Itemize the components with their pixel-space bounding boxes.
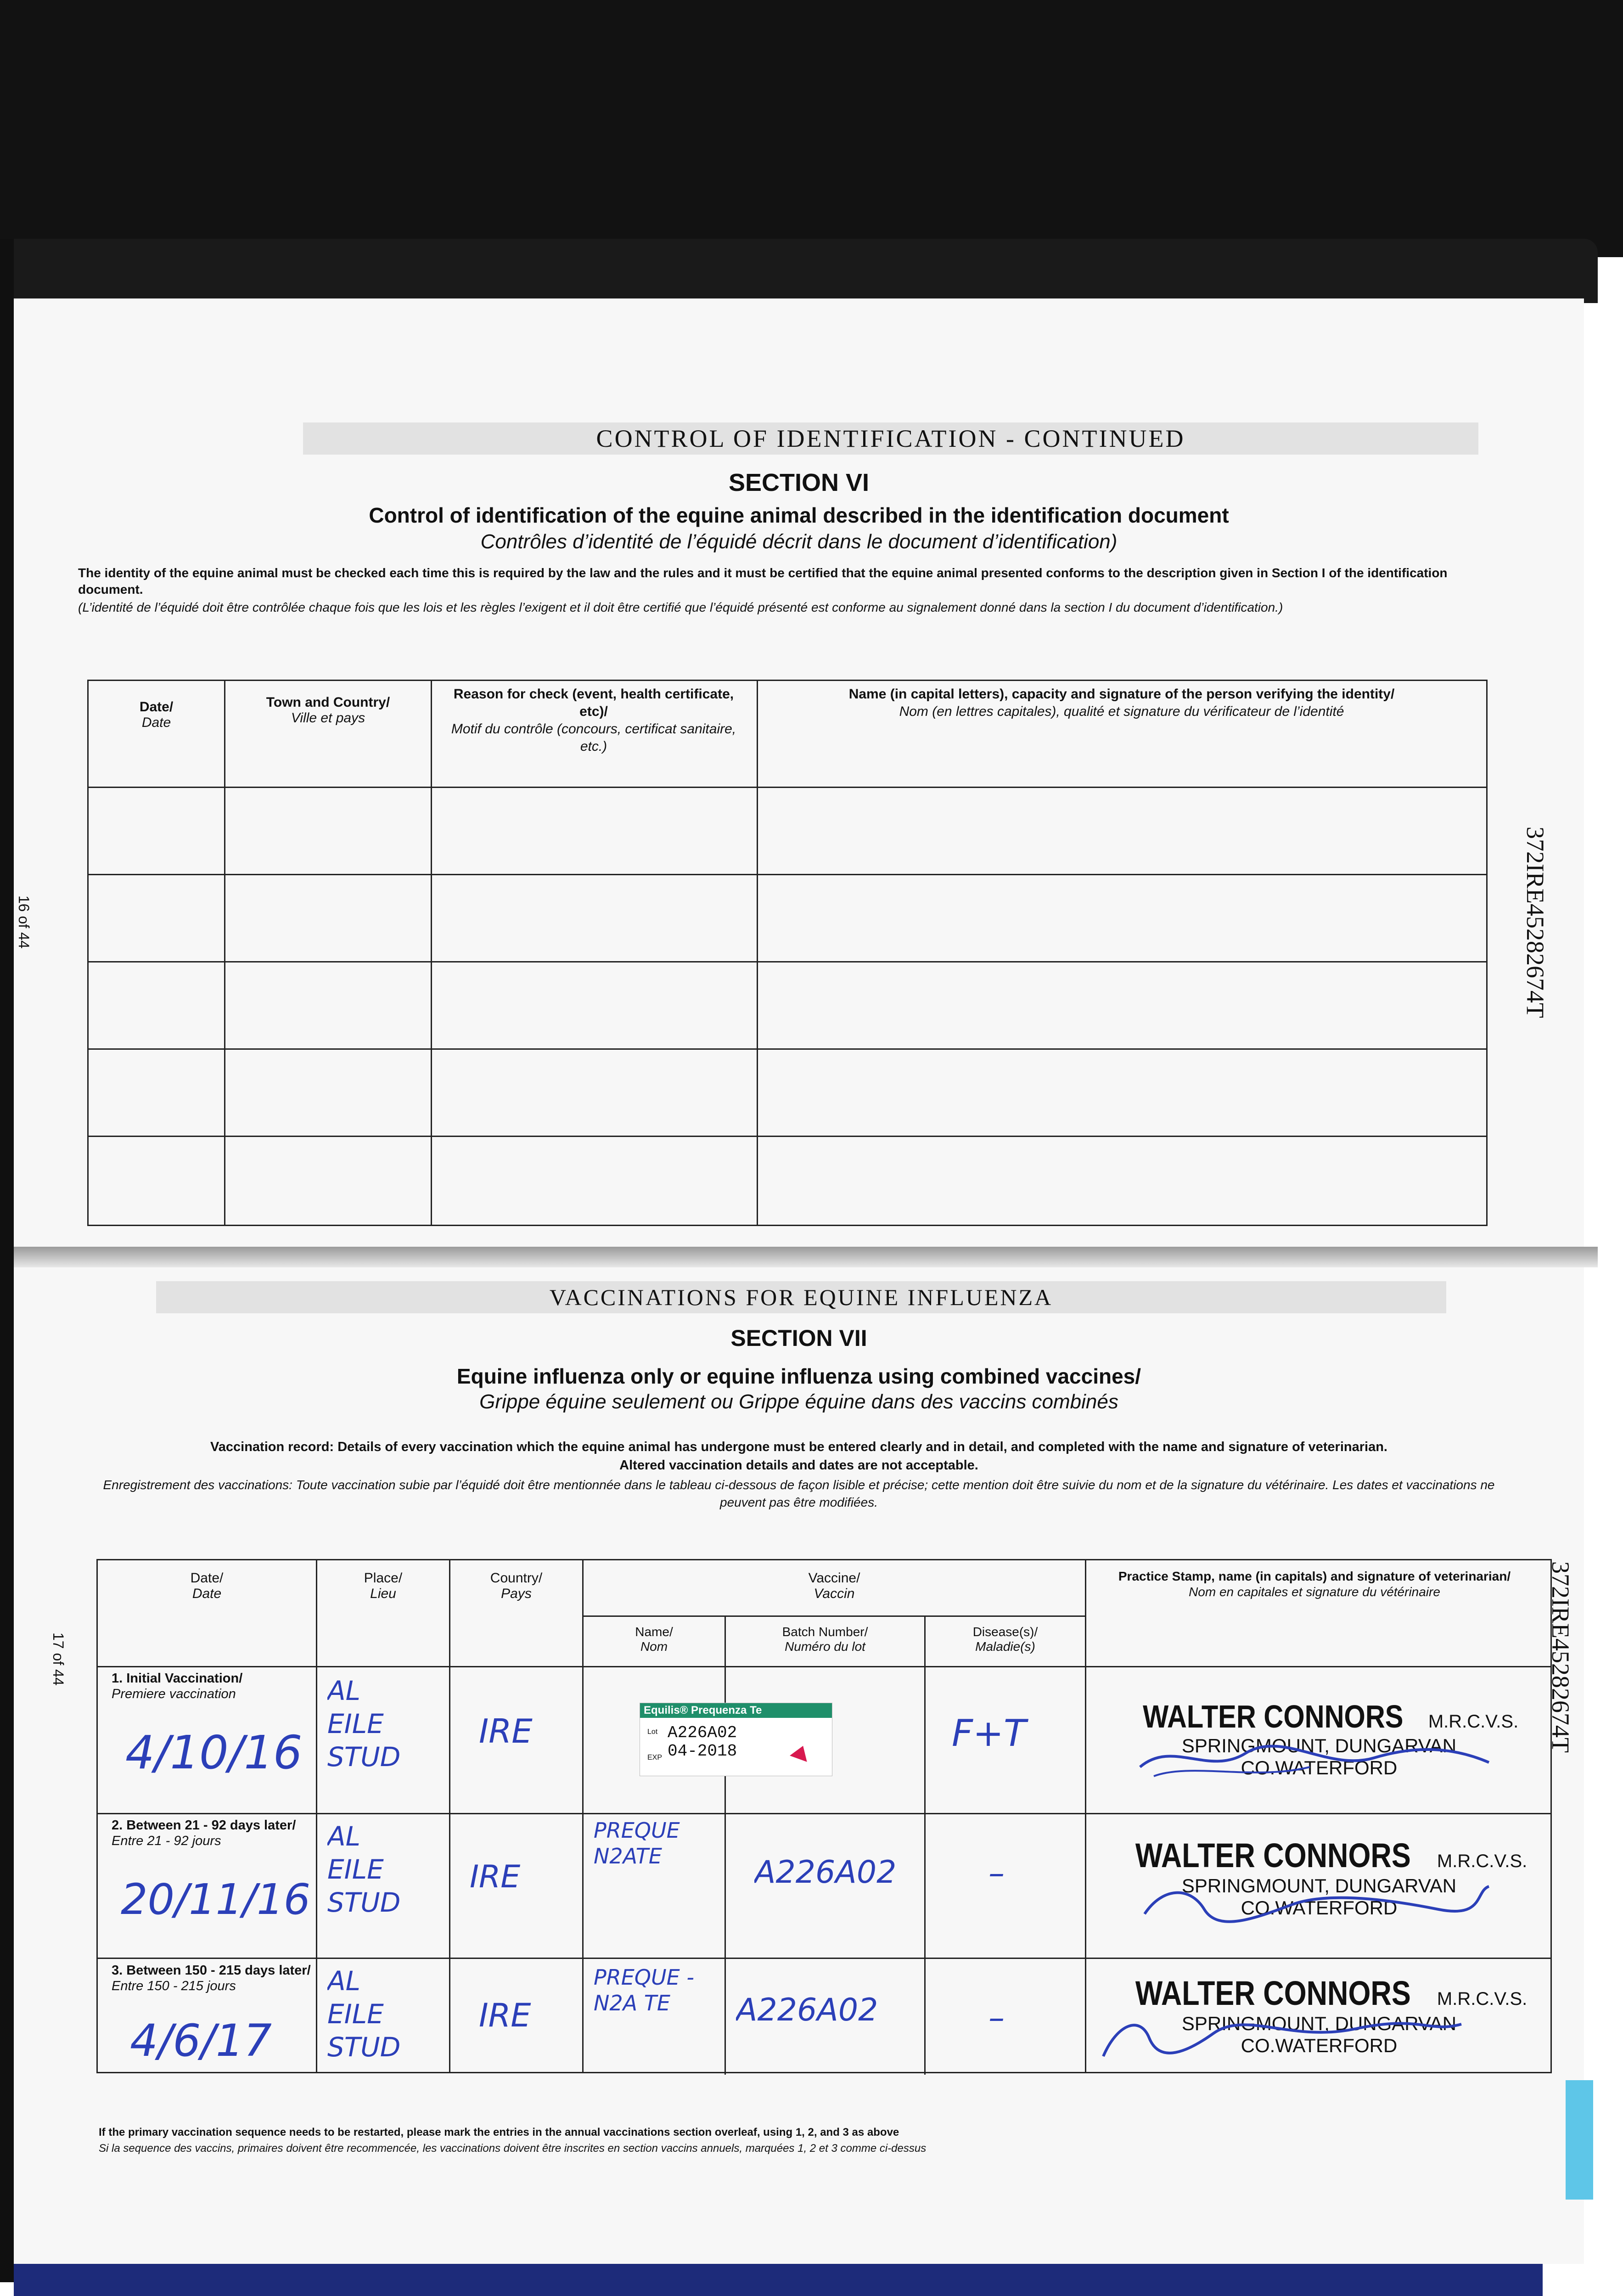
bottom-side-id: 372IRE45282674T <box>1547 1561 1574 1753</box>
page-bottom <box>14 1267 1584 2264</box>
row-3-date: 4/6/17 <box>130 2015 272 2066</box>
passport-cover-left <box>0 239 14 2282</box>
row-1-date: 4/10/16 <box>125 1726 303 1779</box>
sticker-brand: Equilis® Prequenza Te <box>640 1703 832 1718</box>
row-3-label: 3. Between 150 - 215 days later/ Entre 150 - 215 jours <box>112 1963 311 1993</box>
passport-cover-top <box>14 239 1598 303</box>
top-intro-en: The identity of the equine animal must be checked each time this is required by the law and the rules and it must be certified that the equine animal presented conforms to the description given in Section I of the identification document. <box>78 566 1448 597</box>
bottom-intro-en-2: Altered vaccination details and dates are not acceptable. <box>619 1458 978 1473</box>
practice-stamp-2: WALTER CONNORS M.R.C.V.S. SPRINGMOUNT, DUNGARVAN CO.WATERFORD <box>1099 1836 1539 1946</box>
vaccine-sticker <box>640 1703 832 1776</box>
row-3-disease: – <box>988 1999 1005 2037</box>
col-header-reason: Reason for check (event, health certificate, etc)/ Motif du contrôle (concours, certificat sanitaire, etc.) <box>451 687 736 754</box>
bottom-page-number: 17 of 44 <box>50 1632 67 1686</box>
vac-header-date: Date/ Date <box>190 1570 224 1601</box>
row-1-disease: F+T <box>952 1712 1026 1755</box>
row-3-place: AL EILE STUD <box>327 1965 401 2063</box>
row-3-country: IRE <box>479 1997 531 2034</box>
top-page-number: 16 of 44 <box>16 895 32 949</box>
sticker-mark-icon <box>790 1743 812 1762</box>
bottom-section-title: SECTION VII <box>730 1325 867 1351</box>
identity-check-table <box>87 680 1488 1226</box>
row-1-label: 1. Initial Vaccination/ Premiere vaccination <box>112 1671 243 1701</box>
vac-header-country: Country/ Pays <box>490 1570 543 1601</box>
row-2-disease: – <box>988 1854 1005 1892</box>
row-3-batch: A226A02 <box>736 1992 878 2028</box>
bottom-footnote-en: If the primary vaccination sequence needs to be restarted, please mark the entries in the annual vaccinations section overleaf, using 1, 2, and 3 as above <box>99 2126 899 2138</box>
top-banner-text: CONTROL OF IDENTIFICATION - CONTINUED <box>596 425 1185 452</box>
passport-cover-bottom <box>14 2264 1543 2296</box>
col-header-town: Town and Country/ Ville et pays <box>266 695 390 726</box>
row-2-country: IRE <box>470 1859 521 1895</box>
sticker-lot-label: Lot <box>647 1728 658 1736</box>
row-1-place: AL EILE STUD <box>327 1675 401 1773</box>
signature-2-icon <box>1135 1873 1494 1928</box>
sticker-exp: 04-2018 <box>668 1742 737 1761</box>
side-tab <box>1566 2080 1593 2200</box>
vac-header-place: Place/ Lieu <box>364 1570 403 1601</box>
row-2-batch: A226A02 <box>754 1854 897 1891</box>
top-title-fr: Contrôles d’identité de l’équidé décrit dans le document d’identification) <box>480 530 1118 553</box>
row-2-date: 20/11/16 <box>121 1875 311 1924</box>
row-2-place: AL EILE STUD <box>327 1821 401 1918</box>
bottom-title-en: Equine influenza only or equine influenza using combined vaccines/ <box>456 1364 1141 1388</box>
col-header-verifier: Name (in capital letters), capacity and signature of the person verifying the identity/ Nom (en lettres capitales), qualité et signature du vérificateur de l’identité <box>848 687 1395 719</box>
bottom-intro-en-1: Vaccination record: Details of every vaccination which the equine animal has undergone must be entered clearly and in detail, and completed with the name and signature of veterinarian. <box>210 1440 1387 1454</box>
col-header-date: Date/ Date <box>139 699 174 730</box>
vac-header-stamp: Practice Stamp, name (in capitals) and signature of veterinarian/ Nom en capitales et signature du vétérinaire <box>1118 1569 1511 1599</box>
row-2-label: 2. Between 21 - 92 days later/ Entre 21 - 92 jours <box>112 1818 296 1848</box>
bottom-intro-fr: Enregistrement des vaccinations: Toute vaccination subie par l’équidé doit être mentionnée dans le tableau ci-dessous de façon lisible et précise; cette mention doit être suivie du nom et de la signature du vétérinaire. Les dates et vaccinations ne peuvent pas être modifiées. <box>103 1478 1495 1509</box>
vac-header-batch: Batch Number/ Numéro du lot <box>782 1625 868 1654</box>
scan-background <box>0 0 1623 257</box>
row-2-vaccine-name: PREQUE N2ATE <box>594 1818 680 1868</box>
top-banner <box>303 422 1478 455</box>
sticker-lot: A226A02 <box>668 1723 737 1742</box>
bottom-title-fr: Grippe équine seulement ou Grippe équine dans des vaccins combinés <box>479 1390 1118 1413</box>
signature-3-icon <box>1099 2006 1466 2065</box>
practice-stamp-3: WALTER CONNORS M.R.C.V.S. SPRINGMOUNT, DUNGARVAN CO.WATERFORD <box>1099 1974 1539 2070</box>
top-side-id: 372IRE45282674T <box>1522 827 1549 1018</box>
row-1-country: IRE <box>479 1712 533 1750</box>
top-intro-fr: (L’identité de l’équidé doit être contrôlée chaque fois que les lois et les règles l’exigent et il doit être certifié que l’équidé présenté est conforme au signalement donné dans la section I du document d’identification.) <box>78 600 1283 614</box>
vac-header-disease: Disease(s)/ Maladie(s) <box>972 1625 1038 1654</box>
row-3-vaccine-name: PREQUE -N2A TE <box>594 1965 694 2015</box>
page-top <box>14 298 1584 1258</box>
page-fold <box>14 1247 1598 1267</box>
bottom-banner-text: VACCINATIONS FOR EQUINE INFLUENZA <box>549 1284 1053 1310</box>
sticker-exp-label: EXP <box>647 1754 663 1761</box>
vaccination-table <box>96 1559 1552 2073</box>
vac-header-name: Name/ Nom <box>635 1625 673 1654</box>
practice-stamp-1: WALTER CONNORS M.R.C.V.S. SPRINGMOUNT, DUNGARVAN CO.WATERFORD <box>1099 1698 1539 1808</box>
vac-header-vaccine: Vaccine/ Vaccin <box>808 1570 860 1601</box>
bottom-footnote-fr: Si la sequence des vaccins, primaires doivent être recommencée, les vaccinations doivent être inscrites en section vaccins annuels, marquées 1, 2 et 3 comme ci-dessus <box>99 2142 927 2155</box>
signature-1-icon <box>1135 1730 1494 1785</box>
bottom-banner <box>156 1281 1446 1313</box>
top-section-title: SECTION VI <box>728 469 870 496</box>
top-title-en: Control of identification of the equine animal described in the identification document <box>369 503 1229 527</box>
